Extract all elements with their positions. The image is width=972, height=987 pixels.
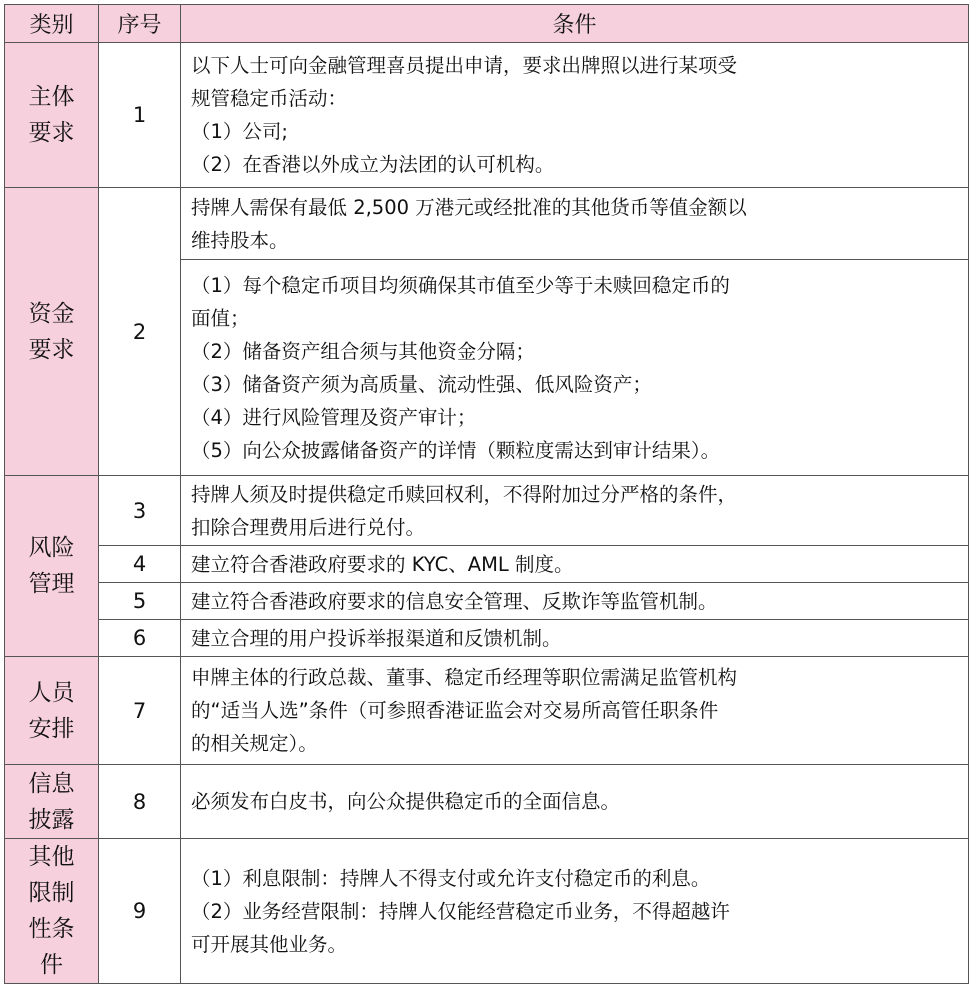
condition-line: 必须发布白皮书，向公众提供稳定币的全面信息。 [191,790,621,813]
table-row [5,839,969,984]
condition-cell [181,839,969,984]
category-line: 资金 [28,300,75,327]
condition-line: 可开展其他业务。 [191,932,348,956]
condition-cell [181,546,969,583]
category-line: 安排 [28,715,75,742]
condition-line: 的相关规定）。 [191,732,318,755]
category-line: 其他 [28,844,75,870]
category-line: 性条 [28,916,75,942]
condition-line: 建立合理的用户投诉举报渠道和反馈机制。 [191,626,562,650]
row-number: 2 [99,188,181,476]
condition-line: （2）储备资产组合须与其他资金分隔； [191,339,535,363]
category-cell [5,839,99,984]
table-row [5,583,969,620]
category-line: 限制 [28,880,75,906]
category-line: 管理 [28,571,75,597]
category-line: 人员 [28,679,75,706]
condition-line: 维持股本。 [191,228,289,252]
condition-line: （1）公司; [191,120,288,143]
category-cell [5,657,99,765]
category-cell [5,43,99,188]
row-number: 9 [99,839,181,984]
header-number: 序号 [99,5,181,43]
condition-line: 扣除合理费用后进行兑付。 [191,515,426,539]
condition-line: （3）储备资产须为高质量、流动性强、低风险资产； [191,372,652,396]
row-number: 4 [99,546,181,583]
table-row [5,546,969,583]
category-line: 披露 [28,806,75,833]
header-row [5,5,969,43]
category-cell [5,188,99,476]
condition-line: （2）在香港以外成立为法团的认可机构。 [191,153,555,176]
table-row [5,620,969,657]
row-number: 8 [99,765,181,839]
row-number: 5 [99,583,181,620]
condition-cell [181,476,969,546]
row-number: 3 [99,476,181,546]
table-row [5,43,969,188]
condition-line: （1）每个稳定币项目均须确保其市值至少等于未赎回稳定币的 [191,273,730,297]
condition-line: （1）利息限制：持牌人不得支付或允许支付稳定币的利息。 [191,866,711,890]
condition-line: 建立符合香港政府要求的信息安全管理、反欺诈等监管机制。 [191,589,718,613]
table-row [5,476,969,546]
condition-line: 申牌主体的行政总裁、董事、稳定币经理等职位需满足监管机构 [191,666,738,689]
condition-line: （2）业务经营限制：持牌人仅能经营稳定币业务，不得超越许 [191,899,730,923]
regulation-table [4,4,969,984]
category-line: 风险 [28,535,75,561]
condition-cell [181,188,969,260]
category-cell [5,476,99,657]
category-line: 主体 [28,84,75,110]
row-number: 1 [99,43,181,188]
condition-line: 持牌人需保有最低 2,500 万港元或经批准的其他货币等值金额以 [191,195,747,219]
category-line: 要求 [28,120,75,146]
header-category: 类别 [5,5,99,43]
condition-cell [181,43,969,188]
condition-line: 规管稳定币活动： [191,87,348,110]
table-row [5,657,969,765]
condition-line: （5）向公众披露储备资产的详情（颗粒度需达到审计结果）。 [191,438,721,462]
condition-cell [181,583,969,620]
table-row [5,188,969,260]
table-row [5,765,969,839]
condition-cell [181,620,969,657]
category-line: 件 [40,952,63,978]
row-number: 6 [99,620,181,657]
condition-cell [181,260,969,476]
category-line: 要求 [28,336,75,363]
condition-line: 持牌人须及时提供稳定币赎回权利，不得附加过分严格的条件， [191,482,738,506]
condition-line: 面值； [191,306,250,330]
condition-line: 以下人士可向金融管理喜员提出申请，要求出牌照以进行某项受 [191,54,738,77]
category-line: 信息 [28,770,75,797]
condition-line: 的“适当人选”条件（可参照香港证监会对交易所高管任职条件 [191,699,719,722]
condition-cell [181,657,969,765]
condition-cell [181,765,969,839]
condition-line: （4）进行风险管理及资产审计； [191,405,477,429]
condition-line: 建立符合香港政府要求的 KYC、AML 制度。 [191,552,574,576]
header-condition: 条件 [181,5,969,43]
category-cell [5,765,99,839]
row-number: 7 [99,657,181,765]
